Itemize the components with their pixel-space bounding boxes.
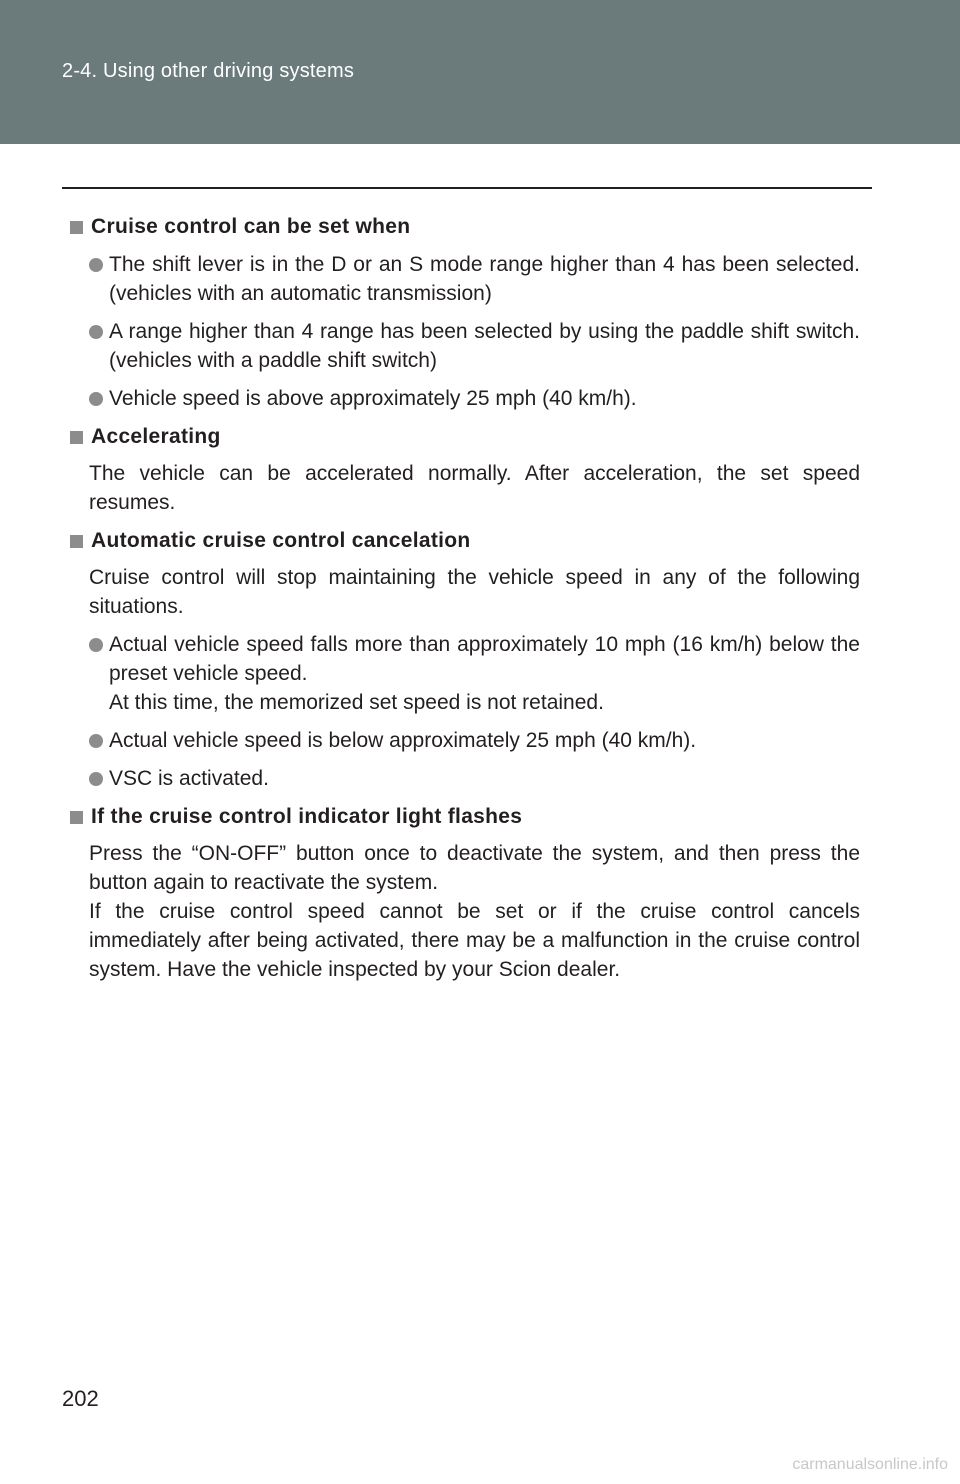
section-indicator-flashes: [70, 802, 860, 984]
section-set-conditions: [70, 212, 860, 413]
list-item: The shift lever is in the D or an S mode range higher than 4 has been selected. (vehicles with an automatic transmission): [89, 250, 860, 308]
section-accelerating: [70, 422, 860, 517]
divider: [62, 187, 872, 189]
section-heading: Automatic cruise control cancelation: [91, 529, 471, 552]
paragraph: Press the “ON-OFF” button once to deactivate the system, and then press the button again to reactivate the system. If the cruise control speed cannot be set or if the cruise control cancels immediately after being activated, there may be a malfunction in the cruise control system. Have the vehicle inspected by your Scion dealer.: [89, 842, 860, 981]
square-bullet-icon: [70, 811, 83, 824]
list-item: Vehicle speed is above approximately 25 mph (40 km/h).: [89, 384, 860, 413]
square-bullet-icon: [70, 535, 83, 548]
circle-bullet-icon: [89, 325, 103, 339]
page-content: [70, 212, 860, 993]
list-item: Actual vehicle speed falls more than approximately 10 mph (16 km/h) below the preset vehicle speed. At this time, the memorized set speed is not retained.: [89, 630, 860, 717]
circle-bullet-icon: [89, 772, 103, 786]
section-auto-cancel: [70, 526, 860, 793]
watermark: carmanualsonline.info: [792, 1456, 948, 1473]
section-title: 2-4. Using other driving systems: [62, 60, 355, 82]
section-heading: If the cruise control indicator light flashes: [91, 805, 523, 828]
circle-bullet-icon: [89, 258, 103, 272]
square-bullet-icon: [70, 431, 83, 444]
circle-bullet-icon: [89, 392, 103, 406]
page-header: [0, 0, 960, 144]
section-heading: Cruise control can be set when: [91, 215, 411, 238]
list-item: A range higher than 4 range has been selected by using the paddle shift switch. (vehicles with a paddle shift switch): [89, 317, 860, 375]
page-number: 202: [62, 1386, 99, 1411]
section-heading: Accelerating: [91, 425, 221, 448]
paragraph: The vehicle can be accelerated normally. After acceleration, the set speed resumes.: [89, 462, 860, 514]
list-item: VSC is activated.: [89, 764, 860, 793]
square-bullet-icon: [70, 221, 83, 234]
paragraph: Cruise control will stop maintaining the vehicle speed in any of the following situations.: [89, 566, 860, 618]
circle-bullet-icon: [89, 734, 103, 748]
circle-bullet-icon: [89, 638, 103, 652]
list-item: Actual vehicle speed is below approximately 25 mph (40 km/h).: [89, 726, 860, 755]
